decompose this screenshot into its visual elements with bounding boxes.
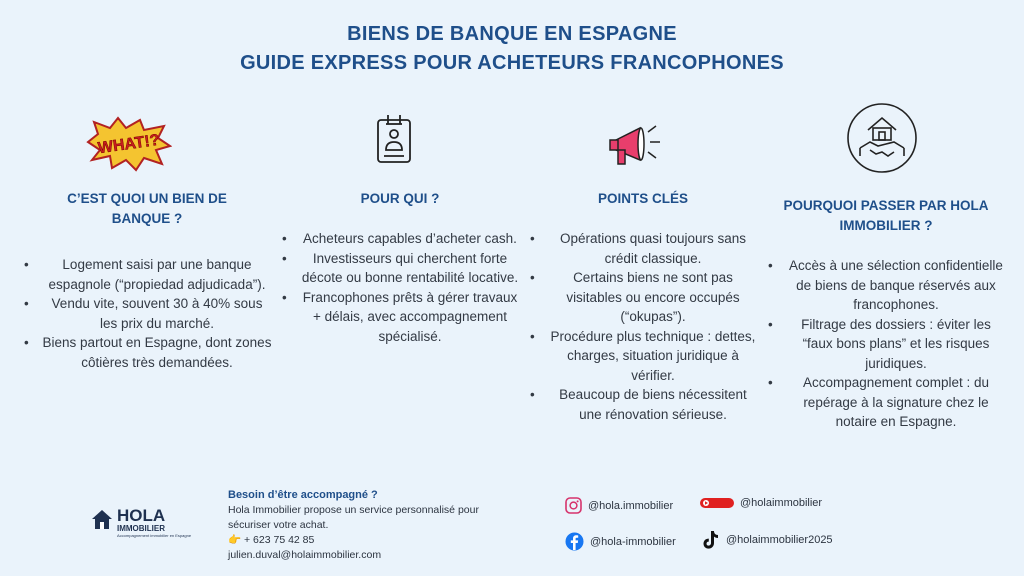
column-heading: C’EST QUOI UN BIEN DE BANQUE ?: [67, 191, 227, 226]
column-list: [766, 256, 1006, 432]
list-item: • Biens partout en Espagne, dont zones côtières très demandées.: [22, 333, 272, 372]
title-line-2: GUIDE EXPRESS POUR ACHETEURS FRANCOPHONES: [240, 52, 784, 74]
contact-heading: Besoin d’être accompagné ?: [228, 489, 378, 501]
contact-block: [228, 488, 479, 563]
page-title: [0, 20, 1024, 78]
hola-logo: [90, 508, 191, 538]
column-list: [280, 229, 520, 346]
column-heading: POUR QUI ?: [360, 191, 440, 206]
tiktok-handle: @holaimmobilier2025: [726, 534, 833, 546]
social-youtube[interactable]: [700, 497, 822, 509]
social-facebook[interactable]: [565, 532, 676, 551]
contact-phone[interactable]: + 623 75 42 85: [244, 534, 315, 546]
column-heading: POINTS CLÉS: [597, 191, 688, 206]
column-what-is: [22, 189, 272, 372]
contact-line-1: Hola Immobilier propose un service personnalisé pour: [228, 504, 479, 516]
list-item: • Beaucoup de biens nécessitent une rénovation sérieuse.: [528, 385, 758, 424]
id-badge-icon: [372, 112, 416, 166]
svg-text:WHAT!?: WHAT!?: [96, 131, 161, 158]
facebook-icon: [565, 532, 584, 551]
contact-line-2: sécuriser votre achat.: [228, 519, 329, 531]
list-item: • Investisseurs qui cherchent forte décote ou bonne rentabilité locative.: [280, 249, 520, 288]
youtube-icon: [700, 497, 734, 509]
tiktok-icon: [702, 530, 720, 550]
house-handshake-icon: [846, 102, 918, 174]
list-item: • Accès à une sélection confidentielle de biens de banque réservés aux francophones.: [766, 256, 1006, 315]
contact-phone-row: [228, 533, 479, 548]
logo-tagline: Accompagnement immobilier en Espagne: [117, 533, 192, 538]
pointing-hand-icon: 👉: [228, 534, 242, 546]
megaphone-icon: [606, 120, 664, 170]
house-logo-icon: [90, 508, 114, 530]
list-item: • Opérations quasi toujours sans crédit classique.: [528, 229, 758, 268]
column-key-points: [528, 189, 758, 424]
list-item: • Certains biens ne sont pas visitables ou encore occupés (“okupas”).: [528, 268, 758, 327]
social-tiktok[interactable]: [702, 530, 833, 550]
list-item: • Vendu vite, souvent 30 à 40% sous les prix du marché.: [22, 294, 272, 333]
list-item: • Accompagnement complet : du repérage à la signature chez le notaire en Espagne.: [766, 373, 1006, 432]
logo-name: HOLA: [117, 506, 166, 525]
list-item: • Filtrage des dossiers : éviter les “faux bons plans” et les risques juridiques.: [766, 315, 1006, 374]
list-item: • Francophones prêts à gérer travaux + délais, avec accompagnement spécialisé.: [280, 288, 520, 347]
what-comic-icon: [84, 116, 172, 172]
column-heading: POURQUOI PASSER PAR HOLA IMMOBILIER ?: [783, 198, 989, 233]
column-list: [22, 255, 272, 372]
column-why-hola: [766, 196, 1006, 432]
title-line-1: BIENS DE BANQUE EN ESPAGNE: [347, 23, 677, 45]
list-item: • Procédure plus technique : dettes, charges, situation juridique à vérifier.: [528, 327, 758, 386]
list-item: • Acheteurs capables d’acheter cash.: [280, 229, 520, 249]
column-list: [528, 229, 758, 424]
column-for-whom: [280, 189, 520, 346]
instagram-icon: [565, 497, 582, 514]
list-item: • Logement saisi par une banque espagnole (“propiedad adjudicada”).: [22, 255, 272, 294]
youtube-handle: @holaimmobilier: [740, 497, 823, 509]
facebook-handle: @hola-immobilier: [590, 535, 676, 548]
instagram-handle: @hola.immobilier: [588, 499, 674, 512]
contact-email[interactable]: julien.duval@holaimmobilier.com: [228, 549, 382, 561]
social-instagram[interactable]: [565, 497, 673, 514]
logo-sub: IMMOBILIER: [117, 524, 165, 533]
